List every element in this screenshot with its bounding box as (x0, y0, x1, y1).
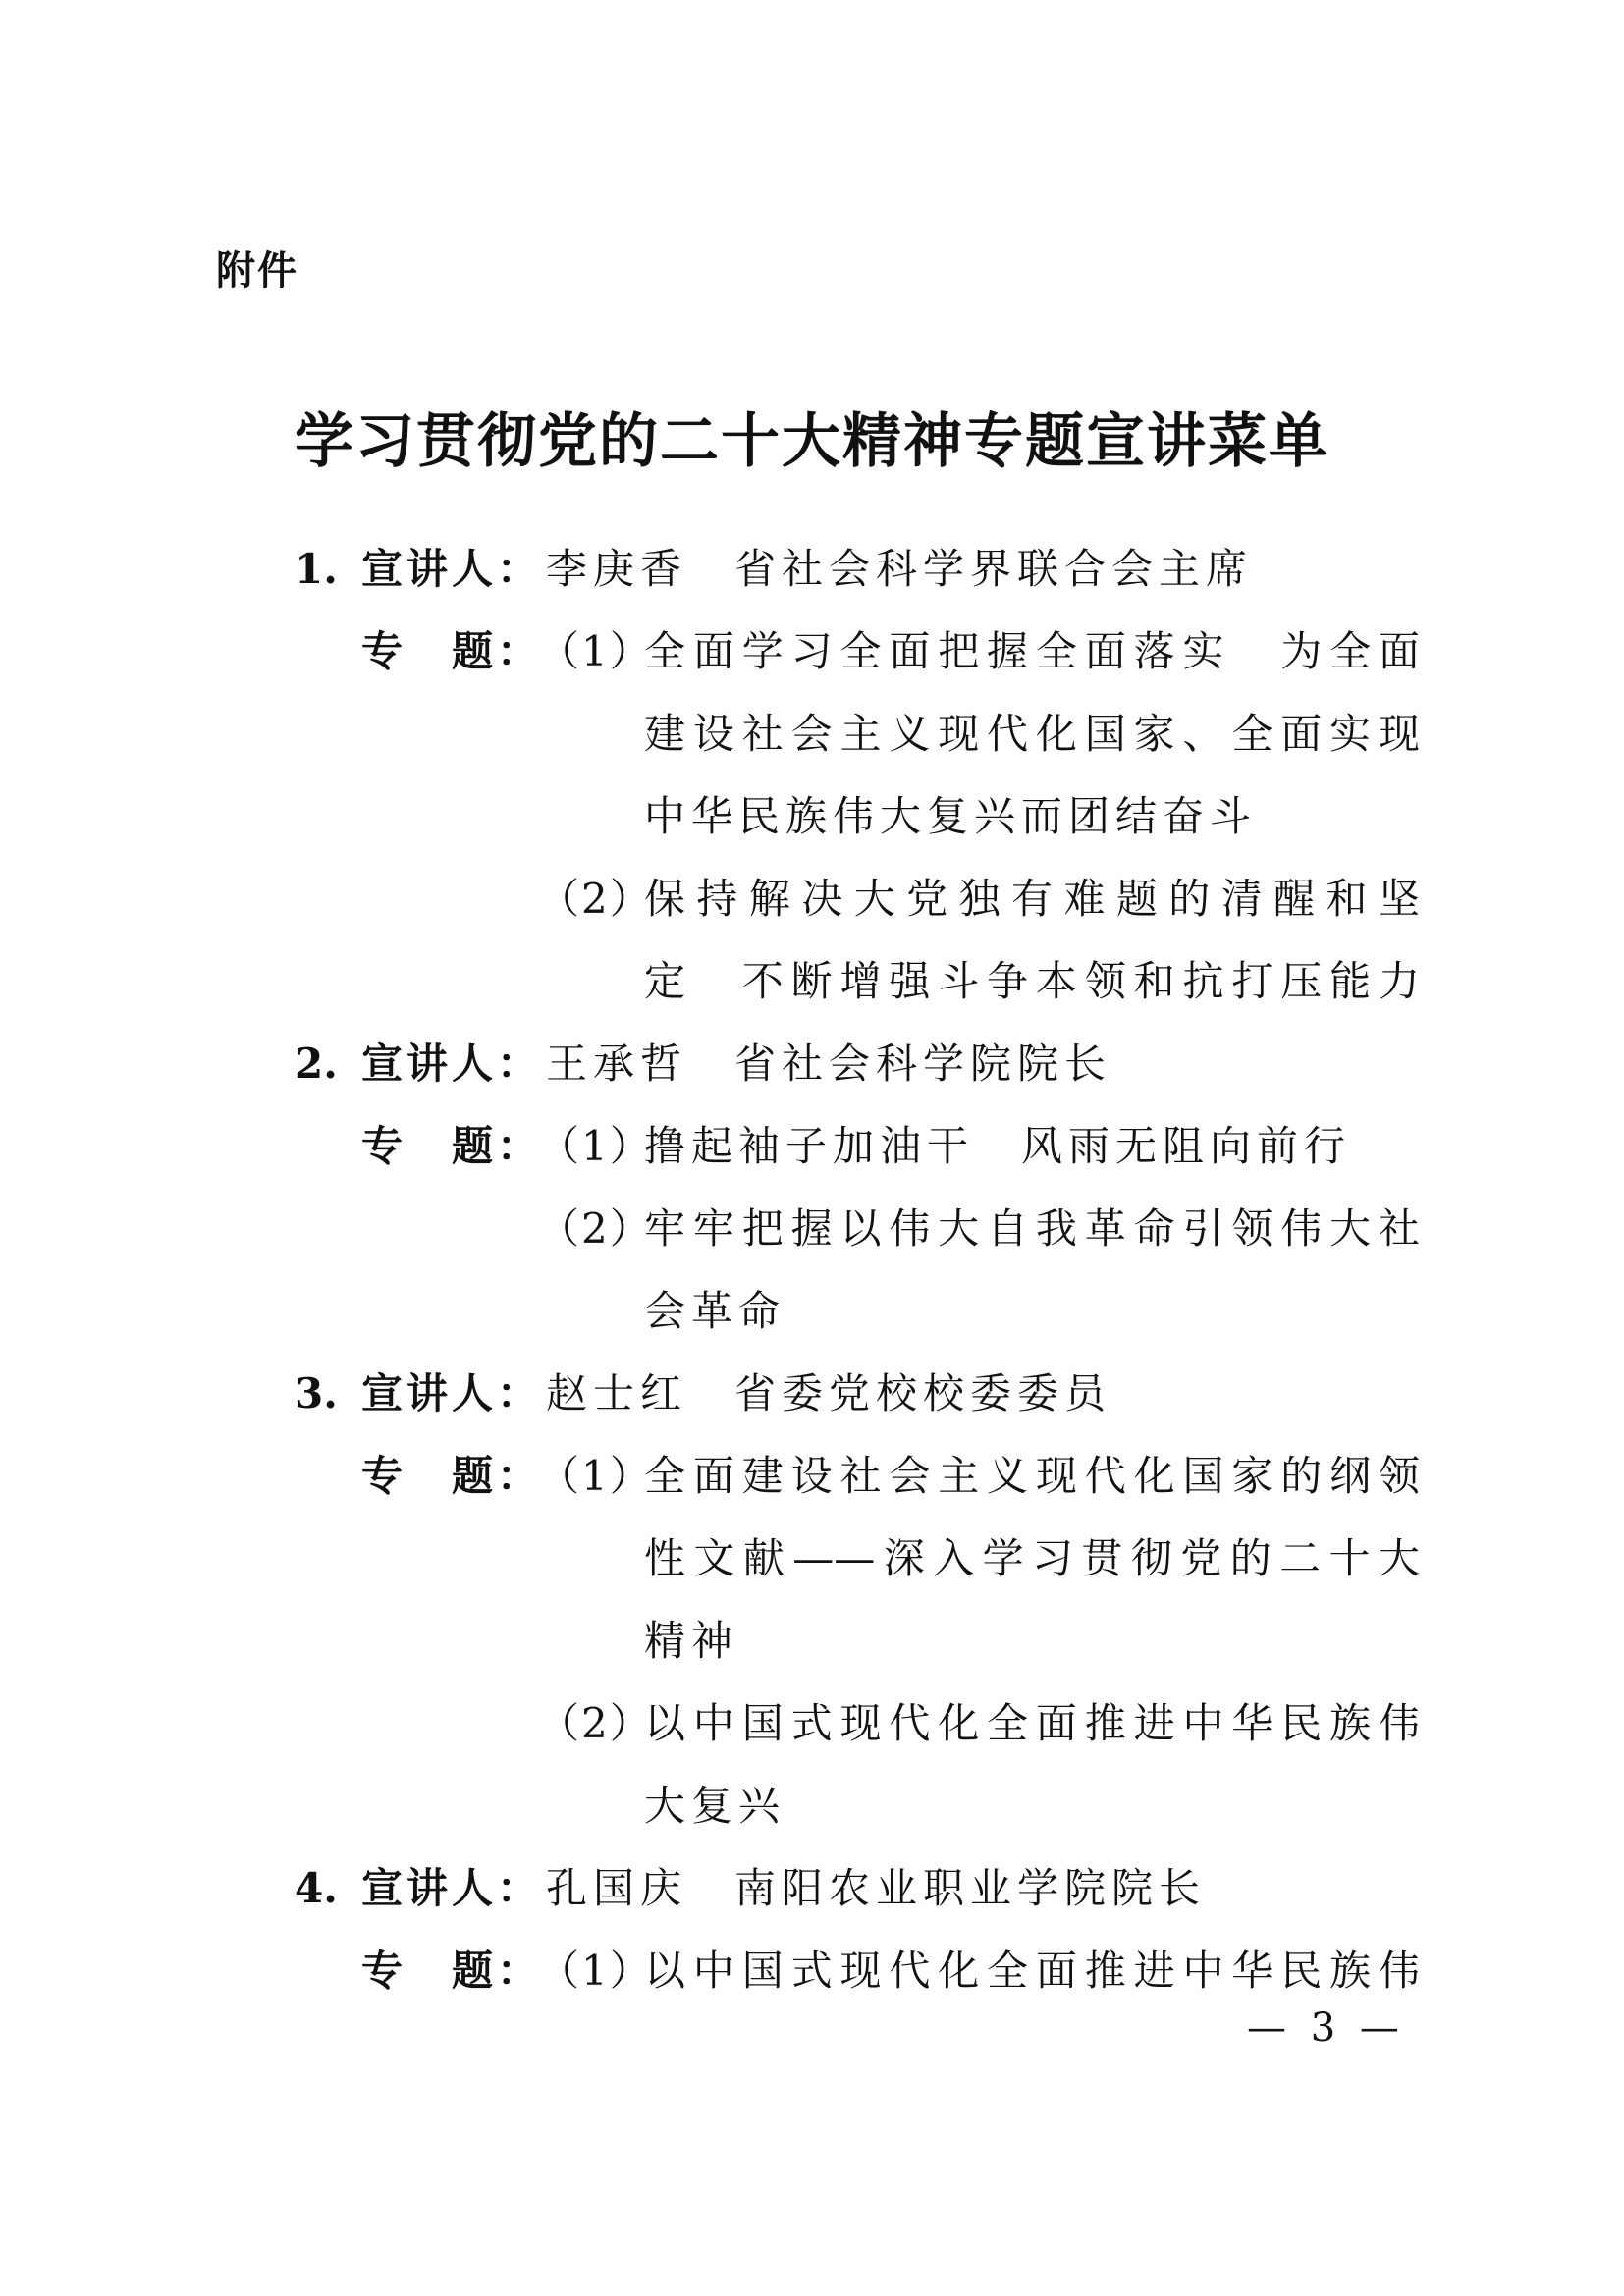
topic-label: 专 题： (361, 1122, 543, 1170)
speaker-label: 宣讲人： (361, 545, 543, 593)
topic-number: （1） (538, 627, 653, 675)
entry-number: 3. (295, 1369, 338, 1417)
topic-line: 以中国式现代化全面推进中华民族伟 (644, 1699, 1420, 1747)
topic-line: 定 不断增强斗争本领和抗打压能力 (644, 957, 1420, 1005)
speaker-label: 宣讲人： (361, 1369, 543, 1417)
topic-label: 专 题： (361, 1452, 543, 1500)
topic-line: 中华民族伟大复兴而团结奋斗 (644, 792, 1258, 840)
topic-line: 会革命 (644, 1287, 786, 1335)
topic-number: （1） (538, 1122, 653, 1170)
page-title: 学习贯彻党的二十大精神专题宣讲菜单 (295, 407, 1329, 476)
topic-line: 全面建设社会主义现代化国家的纲领 (644, 1452, 1420, 1500)
page-number: — 3 — (1247, 2005, 1405, 2051)
topic-number: （2） (538, 1699, 653, 1747)
topic-line: 牢牢把握以伟大自我革命引领伟大社 (644, 1204, 1420, 1253)
topic-line: 大复兴 (644, 1782, 786, 1830)
topic-number: （1） (538, 1947, 653, 1995)
speaker-name: 赵士红 省委党校校委委员 (546, 1369, 1112, 1417)
topic-line: 全面学习全面把握全面落实 为全面 (644, 627, 1420, 675)
speaker-label: 宣讲人： (361, 1040, 543, 1088)
speaker-label: 宣讲人： (361, 1864, 543, 1912)
topic-line: 性文献——深入学习贯彻党的二十大 (644, 1534, 1420, 1582)
topic-line: 建设社会主义现代化国家、全面实现 (644, 710, 1420, 758)
topic-line: 保持解决大党独有难题的清醒和坚 (644, 875, 1420, 923)
entry-number: 1. (295, 545, 338, 593)
topic-label: 专 题： (361, 627, 543, 675)
topic-number: （2） (538, 1204, 653, 1253)
topic-label: 专 题： (361, 1947, 543, 1995)
entry-number: 4. (295, 1864, 338, 1912)
topic-number: （2） (538, 875, 653, 923)
speaker-name: 孔国庆 南阳农业职业学院院长 (546, 1864, 1207, 1912)
speaker-name: 李庚香 省社会科学界联合会主席 (546, 545, 1254, 593)
topic-line: 撸起袖子加油干 风雨无阻向前行 (644, 1122, 1352, 1170)
speaker-name: 王承哲 省社会科学院院长 (546, 1040, 1112, 1088)
attachment-label: 附件 (216, 248, 298, 294)
topic-line: 以中国式现代化全面推进中华民族伟 (644, 1947, 1420, 1995)
entry-number: 2. (295, 1040, 338, 1088)
topic-line: 精神 (644, 1617, 739, 1665)
topic-number: （1） (538, 1452, 653, 1500)
